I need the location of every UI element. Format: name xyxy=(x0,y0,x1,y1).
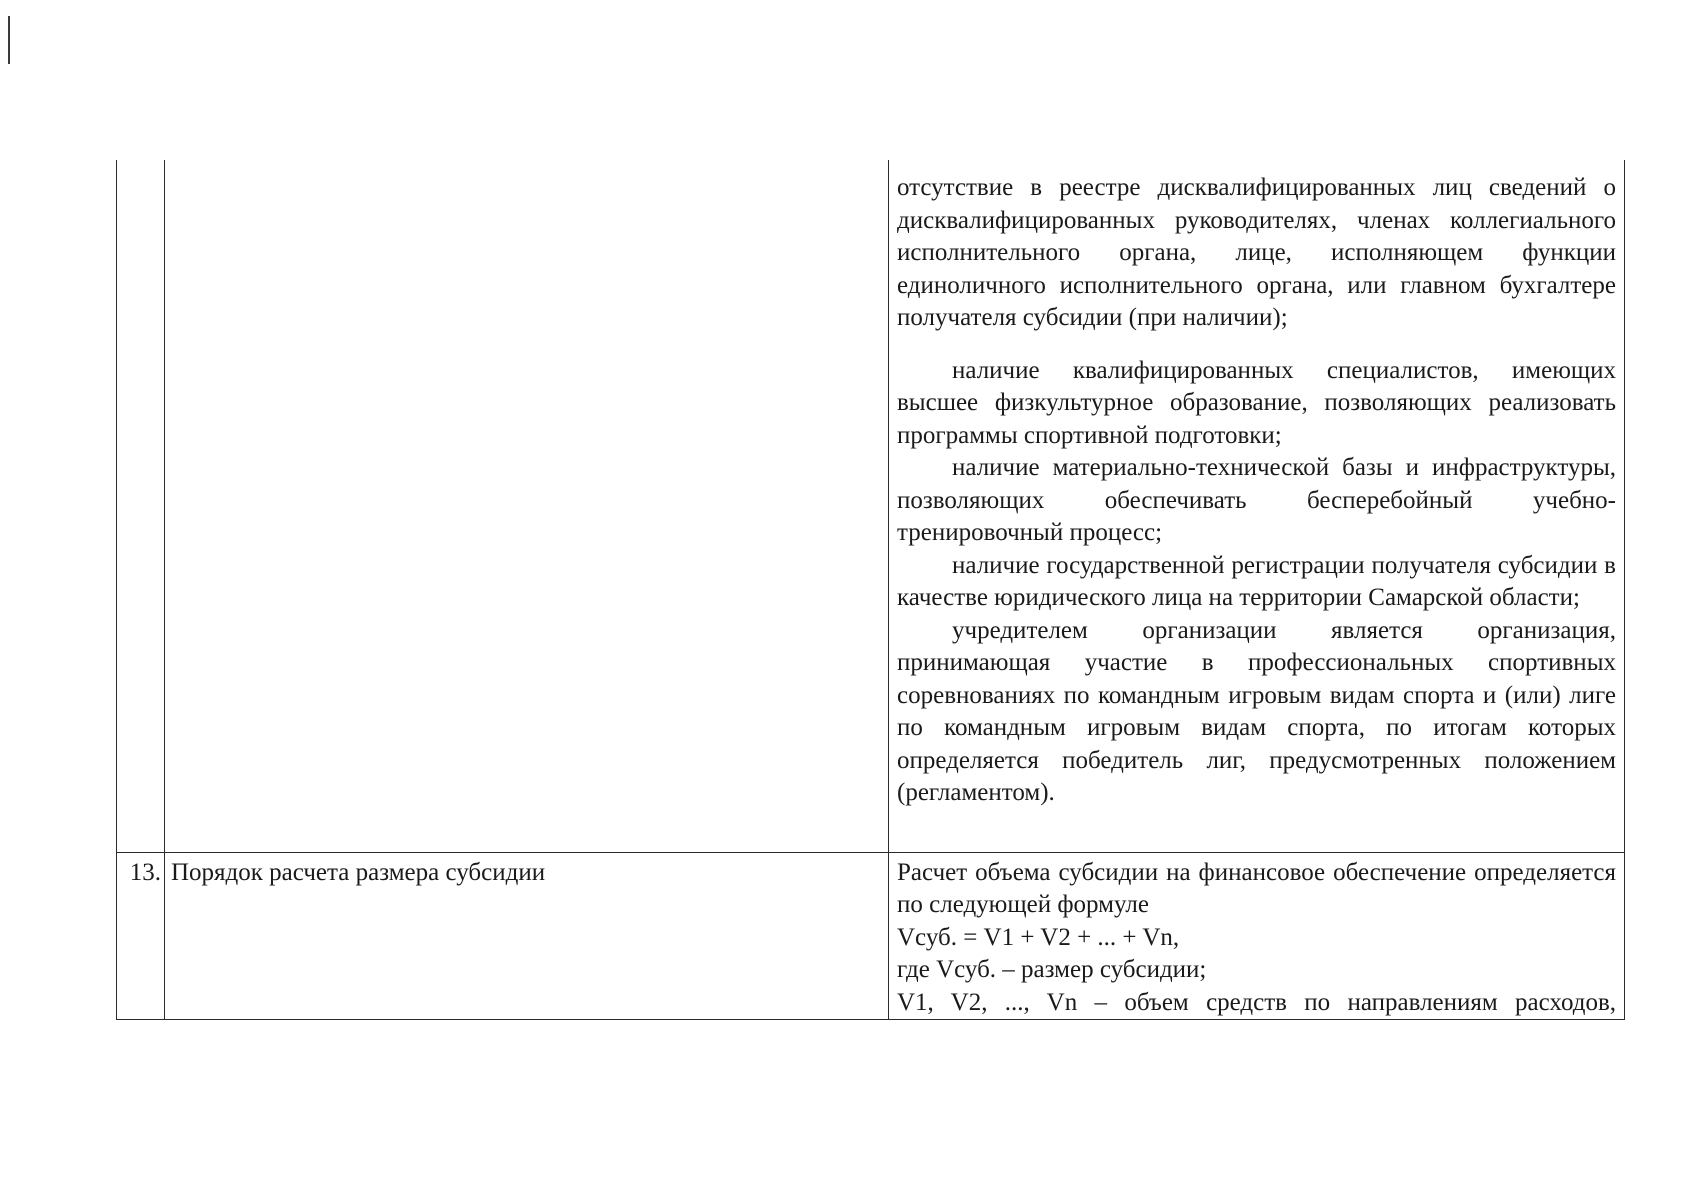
requirement-founder-organization: учредителем организации является организация, принимающая участие в профессиональных спортивных соревнованиях по командным игровым видам спорта и (или) лиге по командным игровым видам спорта, по итогам которых определяется победитель лиг, предусмотренных положением (регламентом). xyxy=(897,616,1616,806)
scan-edge-mark xyxy=(8,16,10,64)
calculation-intro: Расчет объема субсидии на финансовое обеспечение определяется по следующей формуле xyxy=(897,858,1616,918)
row-description-cell xyxy=(889,852,1625,1020)
subsidy-conditions-table xyxy=(116,160,1625,1020)
formula-definition-vn: V1, V2, ..., Vn – объем средств по направлениям расходов, xyxy=(897,988,1616,1016)
requirement-no-disqualified-persons: отсутствие в реестре дисквалифицированных лиц сведений о дисквалифицированных руководителях, членах коллегиального исполнительного органа, лице, исполняющем функции единоличного исполнительного органа, или главном бухгалтере получателя субсидии (при наличии); xyxy=(897,174,1616,331)
table-row-continued xyxy=(117,160,1625,852)
table-row-13 xyxy=(117,852,1625,1020)
requirement-material-base: наличие материально-технической базы и инфраструктуры, позволяющих обеспечивать бесперебойный учебно-тренировочный процесс; xyxy=(897,454,1616,546)
requirement-qualified-specialists: наличие квалифицированных специалистов, имеющих высшее физкультурное образование, позволяющих реализовать программы спортивной подготовки; xyxy=(897,356,1616,449)
formula-definition-vsub: где Vсуб. – размер субсидии; xyxy=(897,956,1207,983)
row-description-cell xyxy=(889,160,1625,852)
row-number-cell xyxy=(117,160,165,852)
row-name-cell xyxy=(165,160,889,852)
row-number-cell: 13. xyxy=(117,852,165,1020)
row-name-cell: Порядок расчета размера субсидии xyxy=(165,852,889,1020)
requirement-state-registration: наличие государственной регистрации получателя субсидии в качестве юридического лица на территории Самарской области; xyxy=(897,551,1616,611)
calculation-formula: Vсуб. = V1 + V2 + ... + Vn, xyxy=(897,923,1180,951)
